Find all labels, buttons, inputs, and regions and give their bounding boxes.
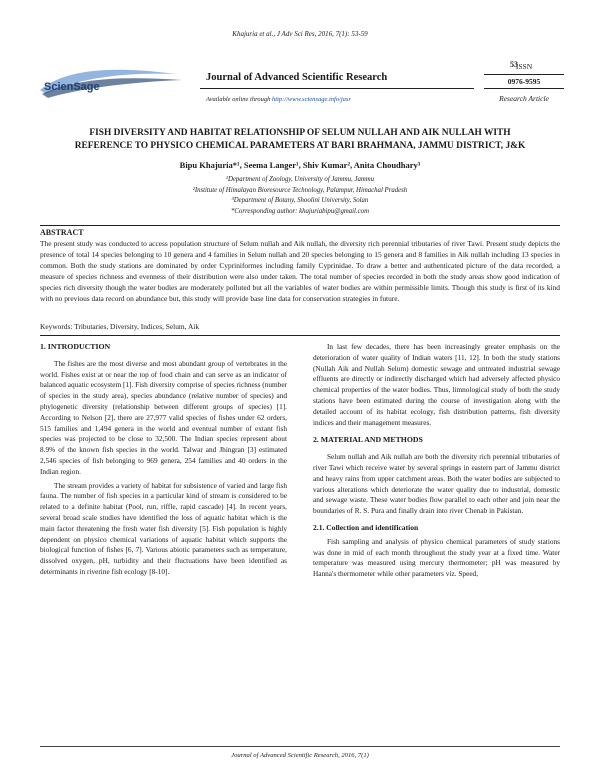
keywords [40, 322, 560, 331]
methods-heading: 2. MATERIAL AND METHODS [313, 435, 423, 445]
sciensage-logo [36, 64, 186, 100]
abstract-heading: ABSTRACT [40, 228, 84, 237]
author-list: Bipu Khajuria*¹, Seema Langer¹, Shiv Kumar², Anita Choudhary³ [179, 160, 421, 170]
intro-paragraph-1: The fishes are the most diverse and most abundant group of vertebrates in the world. Fishes exist at or near the top of food chain and can serve as an indicator of balanced aquatic ecosystem [1]. Fish diversity comprise of species richness (number of species in the study area), species abundance (relative number of species) and phylogenetic diversity (relationship between different groups of species) [1]. According to Nelson [2], there are 27,977 valid species of fishes under 62 orders, 515 families and 1,494 genera in the world and eventual number of extant fish species was projected to be close to 32,500. The Indian species represent about 8.9% of the known fish species in the world. Talwar and Jhingran [3] estimated 2,546 species of fish belonging to 969 genera, 254 families and 40 orders in the Indian region. [40, 358, 287, 476]
abstract-rule-bottom [40, 335, 560, 336]
introduction-heading: 1. INTRODUCTION [40, 342, 111, 351]
left-column [40, 342, 287, 581]
masthead [36, 58, 564, 110]
intro-paragraph-2: The stream provides a variety of habitat for subsistence of varied and large fish fauna. The number of fish species in a particular kind of stream is considered to be related to a definite habitat (Pool, run, riffle, rapid cascade) [4]. In recent years, several broad scale studies have identified the loss of aquatic habitat which is the main factor threatening the fresh water fish diversity [5]. Fish population is highly dependent on physico chemical variations of aquatic habitat which supports the biological function of fishes [6, 7]. Various abiotic parameters such as temperature, dissolved oxygen, pH, turbidity and their fluctuations have been identified as determinants in riverine fish ecology [8-10]. [40, 480, 287, 576]
running-head-citation: Khajuria et al., J Adv Sci Res, 2016, 7(1): 53-59 [232, 30, 368, 38]
issn-box [484, 62, 564, 103]
affiliation-2: ²Institute of Himalayan Bioresource Technology, Palampur, Himachal Pradesh [192, 186, 408, 194]
footer-rule [40, 746, 560, 747]
affiliation-3: ³Department of Botany, Shoolini University, Solan [231, 197, 369, 204]
page-number: 53 [510, 60, 518, 69]
affiliations [40, 175, 560, 217]
masthead-rule [200, 88, 474, 89]
keywords-label: Keywords: [40, 322, 73, 331]
available-online [206, 96, 351, 103]
footer: Journal of Advanced Scientific Research, 2016, 7(1) [231, 752, 369, 759]
intro-paragraph-3: In last few decades, there has been increasingly greater emphasis on the deterioration of water quality of Indian waters [11, 12]. In both the study stations (Nullah Aik and Nullah Selum) domestic sewage and untreated industrial sewage effluents are directly or indirectly discharged which had adversely affected physico chemical properties of the water bodies. Thus, limnological study of both the study stations have been estimated during the course of investigation along with the detailed account of its habitat ecology, fish distribution patterns, fish diversity indices and their management measures. [313, 342, 560, 427]
corresponding-author: *Corresponding author: khajuriabipu@gmail.com [231, 207, 369, 215]
journal-title: Journal of Advanced Scientific Research [206, 72, 388, 83]
collection-paragraph-1: Fish sampling and analysis of physico chemical parameters of study stations was done in mid of each month throughout the study year at a fixed time. Water temperature was measured using mercury thermometer; pH was measured by Hanna's thermometer while other parameters viz. Speed, [313, 536, 560, 579]
keywords-list: Tributaries, Diversity, Indices, Selum, Aik [74, 322, 200, 331]
abstract-text: The present study was conducted to access population structure of Selum nullah and Aik nullah, the diversity rich perennial tributaries of river Tawi. Present study depicts the presence of total 14 species belonging to 10 genera and 4 families in Selum nullah and 20 species belonging to 15 genera and 8 families in Aik nullah including 13 species in common. Both the study stations are dominated by order Cypriniformes including family Cyprinidae. To draw a better and authenticated picture of the data recorded, a measure of species richness and evenness of their distribution were also under taken. The total number of species recorded in both the study areas show good indication of species rich diversity though the water bodies are moderately polluted but all the variables of water bodies are within permissible limits. Though this study is first of its kind with no previous data record on abundance but, this study will provide base line data for conservation strategies in future. [40, 239, 560, 303]
right-column [313, 342, 560, 583]
journal-url-link[interactable]: http://www.sciensage.info/jasr [272, 96, 351, 103]
methods-paragraph-1: Selum nullah and Aik nullah are both the diversity rich perennial tributaries of river Tawi which receive water by several springs in eastern part of Jammu district and heavy rains from upper catchment areas. Both the water bodies are subjected to various alterations which deteriorate the water quality due to industrial, domestic and sewage waste. These water bodies flow parallel to each other and join near the boundaries of R. S. Pura and finally drain into river Chenab in Pakistan. [313, 452, 560, 516]
article-title [40, 127, 560, 153]
article-type: Research Article [499, 94, 549, 103]
title-line-1: FISH DIVERSITY AND HABITAT RELATIONSHIP OF SELUM NULLAH AND AIK NULLAH WITH [89, 128, 511, 138]
available-label: Available online through [206, 96, 271, 103]
title-line-2: REFERENCE TO PHYSICO CHEMICAL PARAMETERS AT BARI BRAHMANA, JAMMU DISTRICT, J&K [74, 141, 526, 151]
affiliation-1: ¹Department of Zoology, University of Jammu, Jammu [225, 176, 375, 183]
issn-label: ISSN [515, 62, 533, 71]
logo-text: ScienSage [44, 81, 100, 93]
issn-value: 0976-9595 [484, 74, 564, 89]
collection-heading: 2.1. Collection and identification [313, 522, 419, 532]
abstract-rule-top [40, 225, 560, 226]
